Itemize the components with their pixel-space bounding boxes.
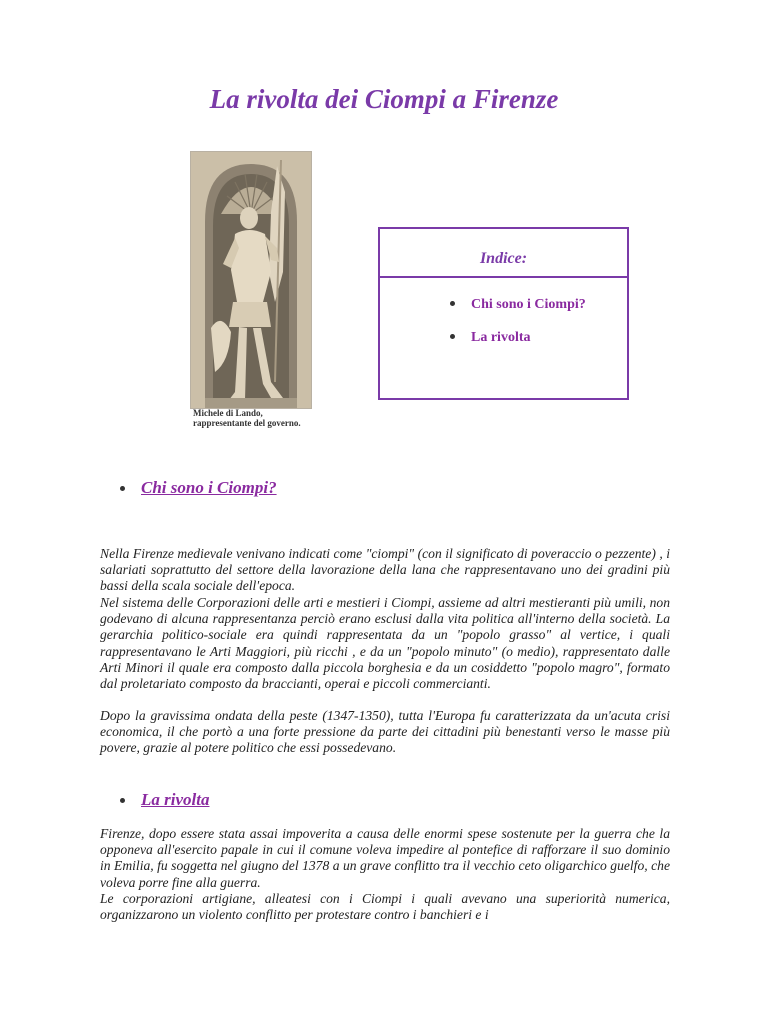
bullet-icon (450, 301, 455, 306)
index-link-la-rivolta[interactable]: La rivolta (471, 330, 531, 345)
index-item (450, 297, 586, 313)
bullet-icon (120, 486, 125, 491)
bullet-icon (120, 798, 125, 803)
statue-photo (190, 151, 312, 409)
body-paragraph: Firenze, dopo essere stata assai impoverita a causa delle enormi spese sostenute per la guerra che la opponeva all'esercito papale in cui il comune voleva impedire al pontefice di rafforzare il suo dominio in Emilia, fu soggetta nel giugno del 1378 a un grave conflitto tra il vecchio ceto oligarchico guelfo, che voleva porre fine alla guerra. (100, 826, 670, 890)
body-paragraph: Dopo la gravissima ondata della peste (1347-1350), tutta l'Europa fu caratterizzata da un'acuta crisi economica, il che portò a una forte pressione da parte dei cittadini più benestanti verso le masse più povere, grazie al potere politico che essi possedevano. (100, 708, 670, 756)
page-title: La rivolta dei Ciompi a Firenze (209, 84, 559, 114)
section-heading-la-rivolta (120, 790, 209, 810)
body-paragraph: Le corporazioni artigiane, alleatesi con i Ciompi i quali avevano una superiorità numerica, organizzarono un violento conflitto per protestare contro i banchieri e i (100, 891, 670, 923)
index-box (378, 227, 629, 400)
index-link-chi-sono[interactable]: Chi sono i Ciompi? (471, 297, 586, 312)
section-heading-chi-sono (120, 478, 277, 498)
section-link-la-rivolta[interactable]: La rivolta (141, 790, 210, 809)
body-paragraph: Nella Firenze medievale venivano indicati come "ciompi" (con il significato di poveraccio o pezzente) , i salariati soprattutto del settore della lavorazione della lana che rappresentavano uno dei gradini più bassi della scala sociale dell'epoca. (100, 546, 670, 594)
section-link-chi-sono[interactable]: Chi sono i Ciompi? (141, 478, 277, 497)
caption-line: rappresentante del governo. (193, 418, 301, 428)
index-item (450, 330, 531, 346)
figure-caption (193, 408, 363, 428)
bullet-icon (450, 334, 455, 339)
body-paragraph: Nel sistema delle Corporazioni delle arti e mestieri i Ciompi, assieme ad altri mestieranti più umili, non godevano di alcuna rappresentanza perciò erano esclusi dalla vita politica all'interno della società. La gerarchia politico-sociale era quindi rappresentata da un "popolo grasso" al vertice, i quali rappresentavano le Arti Maggiori, più ricchi , e da un "popolo minuto" (o medio), rappresentato dalle Arti Minori il quale era composto dalla piccola borghesia e da un cosiddetto "popolo magro", formato dal proletariato composto da braccianti, operai e piccoli commercianti. (100, 595, 670, 692)
index-heading: Indice: (380, 229, 627, 278)
caption-line: Michele di Lando, (193, 408, 263, 418)
